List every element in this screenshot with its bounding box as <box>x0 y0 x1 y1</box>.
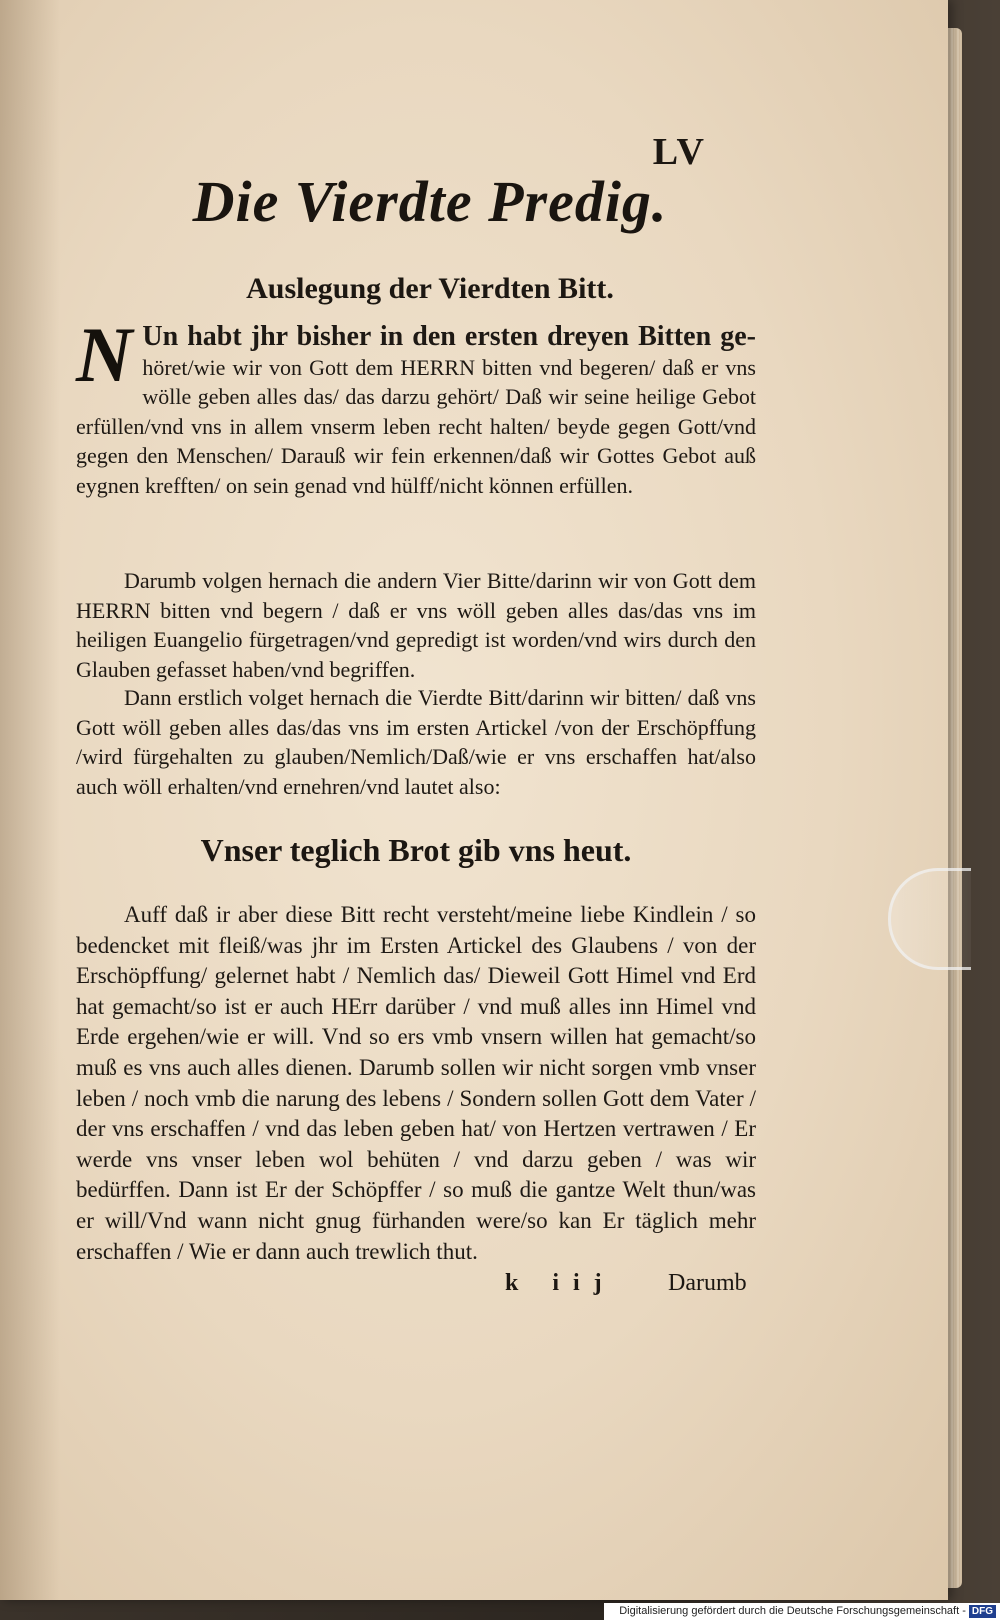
paragraph-1-body: höret/wie wir von Gott dem HERRN bitten vnd begeren/ daß er vns wölle geben alles das/ das darzu gehört/ Daß wir seine heilige Gebot erfüllen/vnd vns in allem vnserm leben recht halten/ beyde gegen Gott/vnd gegen den Menschen/ Darauß wir fein erkennen/daß wir Gottes Gebot auß eygnen krefften/ on sein genad vnd hülff/nicht können erfüllen. <box>76 354 756 498</box>
signature-mark: k iij <box>505 1270 616 1296</box>
paragraph-4: Auff daß ir aber diese Bitt recht versteht/meine liebe Kindlein / so bedencket mit fleiß/was jhr im Ersten Artickel des Glaubens / von der Erschöpffung/ gelernet habt / Nemlich das/ Dieweil Gott Himel vnd Erd hat gemacht/so ist er auch HErr darüber / vnd muß alles inn Himel vnd Erde ergehen/wie er will. Vnd so ers vmb vnsern willen hat gemacht/so muß es vns auch alles dienen. Darumb sollen wir nicht sorgen vmb vnser leben / noch vmb die narung des lebens / Sondern sollen Gott dem Vater / der vns erschaffen / vnd das leben geben hat/ von Hertzen vertrawen / Er werde vns vnser leben wol behüten / vnd darzu geben / was wir bedürffen. Dann ist Er der Schöpffer / so muß die gantze Welt thun/was er will/Vnd wann nicht gnug fürhanden were/so kan Er täglich mehr erschaffen / Wie er dann auch trewlich thut. <box>76 902 756 1264</box>
catchword: Darumb <box>668 1270 747 1296</box>
paragraph-2: Darumb volgen hernach die andern Vier Bitte/darinn wir von Gott dem HERRN bitten vnd begern / daß er vns wöll geben alles das/das vns im heiligen Euangelio fürgetragen/vnd gepredigt ist worden/vnd wirs durch den Glauben gefasset haben/vnd begriffen. <box>76 568 756 682</box>
page-subtitle: Auslegung der Vierdten Bitt. <box>246 272 614 305</box>
paragraph-3: Dann erstlich volget hernach die Vierdte Bitt/darinn wir bitten/ daß vns Gott wöll geben alles das/das vns im ersten Artickel /von der Erschöpffung /wird fürgehalten zu glauben/Nemlich/Daß/wie er vns erschaffen hat/also auch wöll erhalten/vnd ernehren/vnd lautet also: <box>76 685 756 799</box>
drop-cap: N <box>76 311 133 398</box>
paragraph-1 <box>76 311 756 500</box>
credit-text: Digitalisierung gefördert durch die Deutsche Forschungsgemeinschaft - <box>619 1605 966 1617</box>
section-heading: Vnser teglich Brot gib vns heut. <box>200 832 632 868</box>
folio-number: LV <box>652 131 706 173</box>
page-title: Die Vierdte Predig. <box>192 169 668 234</box>
paragraph-1-lead: Un habt jhr bisher in den ersten dreyen Bitten ge- <box>142 321 756 352</box>
dfg-logo: DFG <box>969 1605 996 1618</box>
digitization-credit <box>604 1603 1000 1620</box>
